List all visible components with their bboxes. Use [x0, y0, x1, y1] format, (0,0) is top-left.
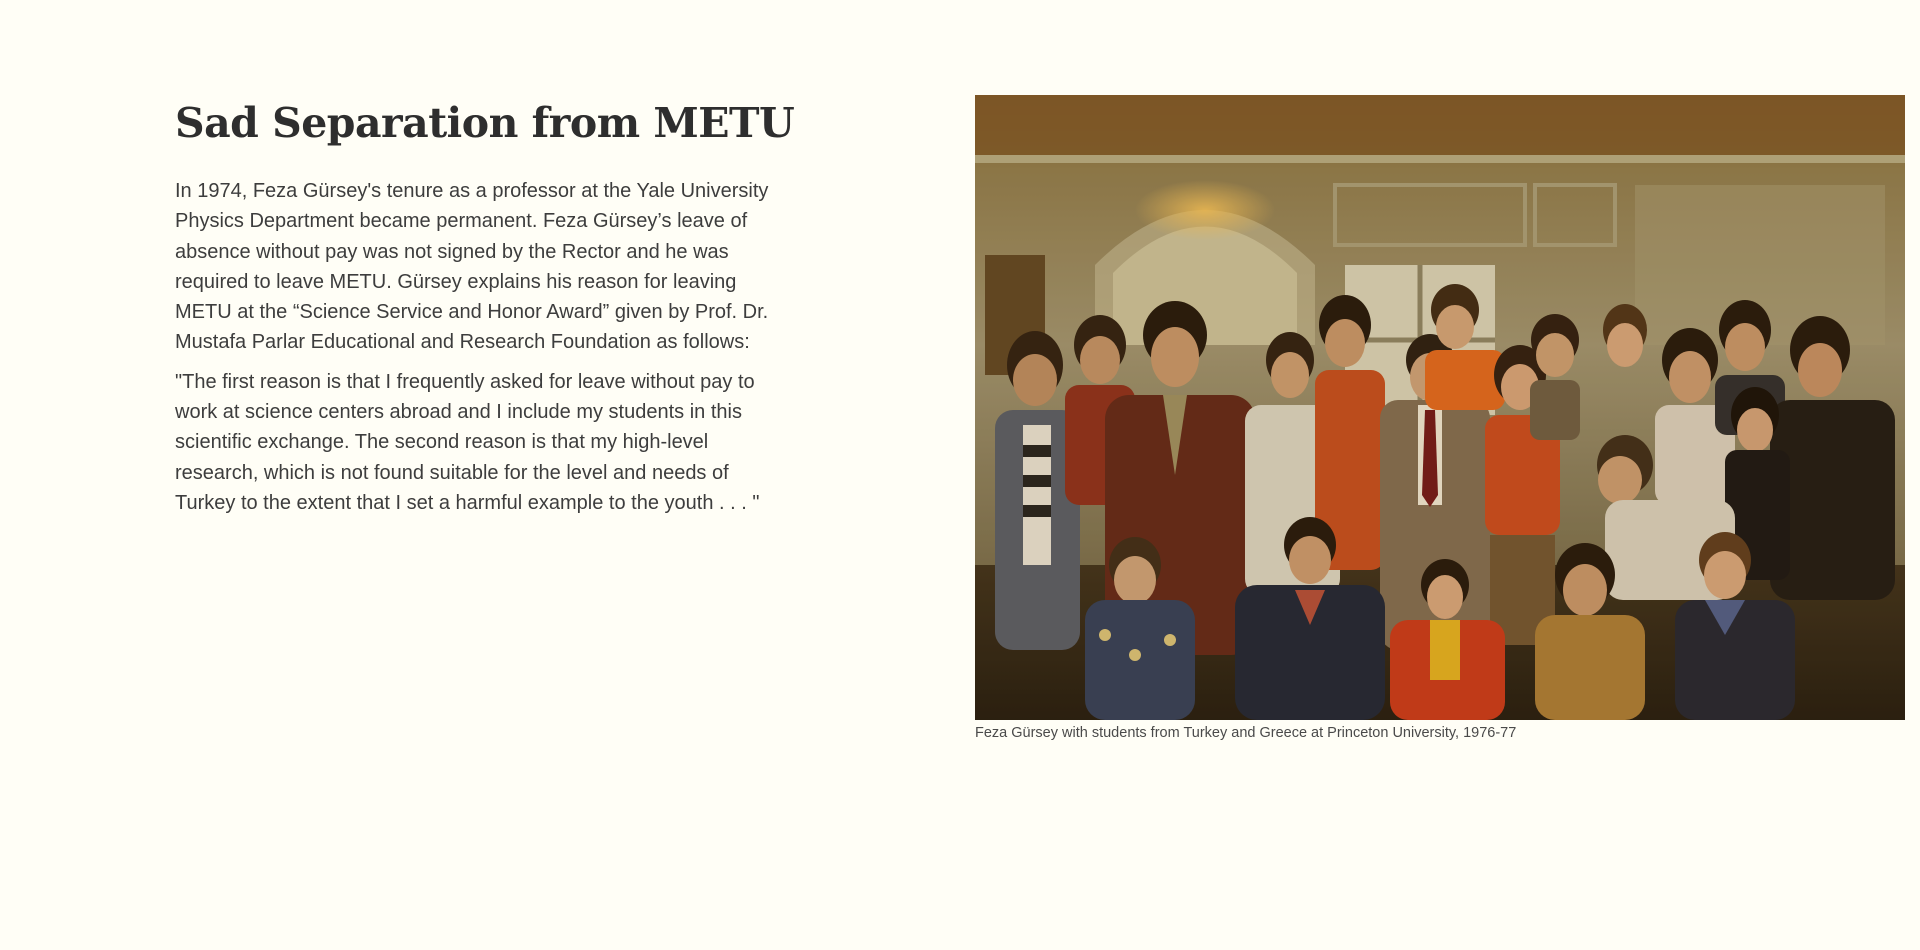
article-text-column	[175, 96, 795, 518]
photo-caption: Feza Gürsey with students from Turkey and Greece at Princeton University, 1976-77	[975, 725, 1517, 741]
quote-paragraph: "The first reason is that I frequently asked for leave without pay to work at science centers abroad and I include my students in this scientific exchange. The second reason is that my high-level research, which is not found suitable for the level and needs of Turkey to the extent that I set a harmful example to the youth . . . "	[175, 370, 760, 514]
page-title: Sad Separation from METU	[175, 99, 795, 147]
group-photo	[975, 95, 1905, 720]
photo-figure	[975, 95, 1905, 743]
intro-paragraph: In 1974, Feza Gürsey's tenure as a professor at the Yale University Physics Department became permanent. Feza Gürsey’s leave of absence without pay was not signed by the Rector and he was required to leave METU. Gürsey explains his reason for leaving METU at the “Science Service and Honor Award” given by Prof. Dr. Mustafa Parlar Educational and Research Foundation as follows:	[175, 180, 769, 354]
